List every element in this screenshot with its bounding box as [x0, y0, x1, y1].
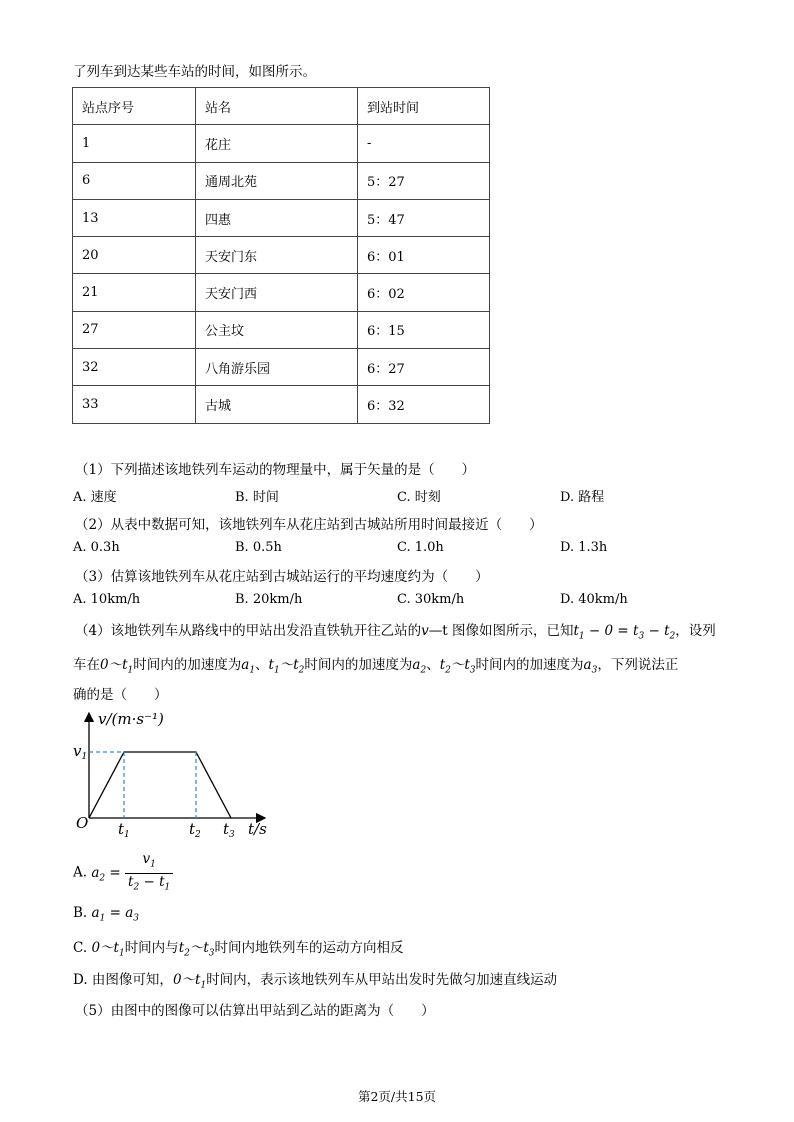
- table-row: [73, 386, 490, 423]
- q2-option-a: A. 0.3h: [73, 540, 120, 555]
- table-cell: 站点序号: [73, 88, 196, 125]
- table-cell: 通周北苑: [196, 162, 358, 199]
- table-cell: 古城: [196, 386, 358, 423]
- question-4-line-3: 确的是（ ）: [73, 687, 168, 703]
- table-row: [73, 237, 490, 274]
- q4-option-a: A. $a_2$ = $\frac{v_1}{t_2 - t_1}$: [73, 851, 173, 895]
- q2-option-d: D. 1.3h: [560, 540, 608, 555]
- table-cell: 站名: [196, 88, 358, 125]
- table-row: [73, 125, 490, 162]
- intro-text: 了列车到达某些车站的时间，如图所示。: [73, 64, 316, 80]
- table-cell: 1: [73, 125, 196, 162]
- table-cell: 公主坟: [196, 311, 358, 348]
- table-cell: 天安门西: [196, 274, 358, 311]
- origin-label: O: [76, 814, 89, 832]
- t2-label: $t_2$: [189, 820, 201, 840]
- t3-label: $t_3$: [223, 820, 235, 840]
- table-cell: 6: [73, 162, 196, 199]
- table-cell: 32: [73, 349, 196, 386]
- q4-option-d: D. 由图像可知，$0\sim t_1$时间内，表示该地铁列车从甲站出发时先做匀加速直线运动: [73, 972, 558, 991]
- table-cell: 到站时间: [358, 88, 490, 125]
- q1-option-b: B. 时间: [235, 490, 279, 505]
- table-header-row: [73, 88, 490, 125]
- table-cell: 6：15: [358, 311, 490, 348]
- q2-option-b: B. 0.5h: [235, 540, 282, 555]
- table-row: [73, 349, 490, 386]
- vt-graph: [70, 705, 280, 840]
- t1-label: $t_1$: [118, 820, 130, 840]
- q2-option-c: C. 1.0h: [397, 540, 444, 555]
- q3-option-a: A. 10km/h: [73, 592, 141, 607]
- q3-option-b: B. 20km/h: [235, 592, 303, 607]
- table-cell: 6：01: [358, 237, 490, 274]
- table-cell: 27: [73, 311, 196, 348]
- table-cell: 5：47: [358, 199, 490, 236]
- station-table: [72, 87, 490, 424]
- table-cell: 5：27: [358, 162, 490, 199]
- question-2-stem: （2）从表中数据可知，该地铁列车从花庄站到古城站所用时间最接近（ ）: [75, 517, 543, 533]
- q4-option-b: B. $a_1 = a_3$: [73, 905, 139, 924]
- table-cell: 花庄: [196, 125, 358, 162]
- q3-option-d: D. 40km/h: [560, 592, 628, 607]
- table-row: [73, 162, 490, 199]
- question-3-stem: （3）估算该地铁列车从花庄站到古城站运行的平均速度约为（ ）: [75, 569, 489, 585]
- table-cell: 6：32: [358, 386, 490, 423]
- table-cell: -: [358, 125, 490, 162]
- table-cell: 四惠: [196, 199, 358, 236]
- q1-option-c: C. 时刻: [397, 490, 441, 505]
- table-cell: 6：27: [358, 349, 490, 386]
- v1-label: $v_1$: [73, 742, 88, 762]
- table-cell: 八角游乐园: [196, 349, 358, 386]
- x-axis-label: t/s: [248, 820, 267, 838]
- q4-option-c: C. $0\sim t_1$时间内与$t_2\sim t_3$时间内地铁列车的运动方向相反: [73, 940, 404, 959]
- table-cell: 天安门东: [196, 237, 358, 274]
- q1-option-d: D. 路程: [560, 490, 605, 505]
- question-1-stem: （1）下列描述该地铁列车运动的物理量中，属于矢量的是（ ）: [75, 462, 476, 478]
- question-4-line-2: 车在$0\sim t_1$时间内的加速度为$a_1$、$t_1\sim t_2$时间内的加速度为$a_2$、$t_2\sim t_3$时间内的加速度为$a_3$，下列说法正: [73, 657, 679, 676]
- table-row: [73, 274, 490, 311]
- table-cell: 13: [73, 199, 196, 236]
- table-row: [73, 311, 490, 348]
- q1-option-a: A. 速度: [73, 490, 117, 505]
- fraction: $\frac{v_1}{t_2 - t_1}$: [125, 851, 173, 895]
- table-cell: 6：02: [358, 274, 490, 311]
- q3-option-c: C. 30km/h: [397, 592, 465, 607]
- page-footer: 第2页/共15页: [357, 1089, 437, 1104]
- table-row: [73, 199, 490, 236]
- velocity-curve: [89, 752, 231, 818]
- table-cell: 33: [73, 386, 196, 423]
- table-cell: 21: [73, 274, 196, 311]
- question-5-stem: （5）由图中的图像可以估算出甲站到乙站的距离为（ ）: [75, 1003, 435, 1019]
- table-cell: 20: [73, 237, 196, 274]
- y-axis-label: v/(m·s⁻¹): [98, 710, 164, 728]
- question-4-line-1: （4）该地铁列车从路线中的甲站出发沿直铁轨开往乙站的v—t 图像如图所示，已知$t_1 - 0 = t_3 - t_2$，设列: [75, 623, 716, 642]
